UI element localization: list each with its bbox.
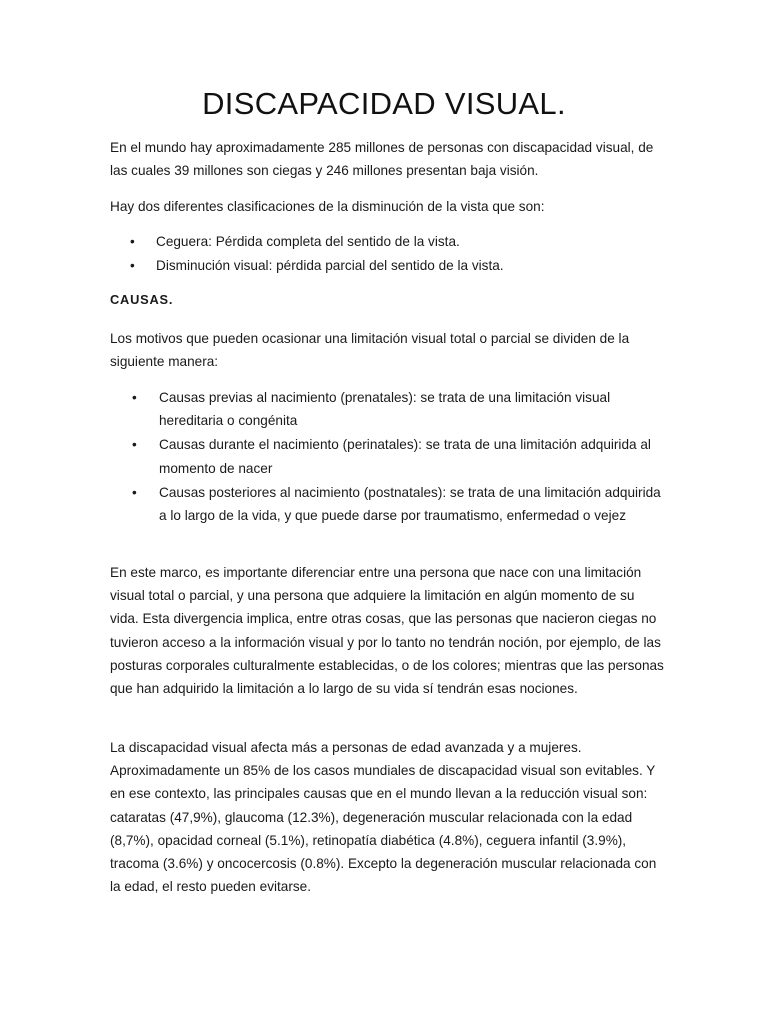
paragraph-intro-text: En el mundo hay aproximadamente 285 millones de personas con discapacidad visual, de las cuales 39 millones son ciegas y 246 millones presentan baja visión. <box>110 140 654 179</box>
list-item-text: Causas durante el nacimiento (perinatales): se trata de una limitación adquirida al momento de nacer <box>159 437 651 476</box>
bullet-icon: • <box>132 484 137 500</box>
list-item <box>132 386 662 432</box>
paragraph-statistics-text: La discapacidad visual afecta más a personas de edad avanzada y a mujeres. Aproximadamente un 85% de los casos mundiales de discapacidad visual son evitables. Y en ese contexto, las principales causas que en el mundo llevan a la reducción visual son: cataratas (47,9%), glaucoma (12.3%), degeneración muscular relacionada con la edad (8,7%), opacidad corneal (5.1%), retinopatía diabética (4.8%), ceguera infantil (3.9%), tracoma (3.6%) y oncocercosis (0.8%). Excepto la degeneración muscular relacionada con la edad, el resto pueden evitarse. <box>110 740 657 895</box>
list-item-text: Causas previas al nacimiento (prenatales): se trata de una limitación visual hereditaria o congénita <box>159 390 611 429</box>
paragraph-classifications <box>110 195 666 218</box>
list-item-text: Disminución visual: pérdida parcial del sentido de la vista. <box>156 258 504 274</box>
list-item <box>132 481 662 527</box>
section-heading-causas: CAUSAS. <box>110 292 174 307</box>
list-item <box>130 254 660 278</box>
list-item <box>130 230 660 254</box>
bullet-icon: • <box>132 437 137 453</box>
causes-list <box>132 386 662 528</box>
document-title: DISCAPACIDAD VISUAL. <box>202 86 566 121</box>
bullet-icon: • <box>130 258 135 274</box>
classification-list <box>130 230 660 279</box>
paragraph-statistics <box>110 736 666 898</box>
paragraph-framework <box>110 561 666 700</box>
paragraph-intro <box>110 136 666 182</box>
paragraph-classifications-text: Hay dos diferentes clasificaciones de la disminución de la vista que son: <box>110 199 545 214</box>
paragraph-causes-intro-text: Los motivos que pueden ocasionar una limitación visual total o parcial se dividen de la siguiente manera: <box>110 331 630 370</box>
list-item <box>132 433 662 479</box>
bullet-icon: • <box>130 234 135 249</box>
paragraph-framework-text: En este marco, es importante diferenciar entre una persona que nace con una limitación visual total o parcial, y una persona que adquiere la limitación en algún momento de su vida. Esta divergencia implica, entre otras cosas, que las personas que nacieron ciegas no tuvieron acceso a la información visual y por lo tanto no tendrán noción, por ejemplo, de las posturas corporales culturalmente establecidas, o de los colores; mientras que las personas que han adquirido la limitación a lo largo de su vida sí tendrán esas nociones. <box>110 565 664 697</box>
bullet-icon: • <box>132 390 137 405</box>
list-item-text: Ceguera: Pérdida completa del sentido de la vista. <box>156 234 460 249</box>
list-item-text: Causas posteriores al nacimiento (postnatales): se trata de una limitación adquirida a lo largo de la vida, y que puede darse por traumatismo, enfermedad o vejez <box>159 484 661 524</box>
paragraph-causes-intro <box>110 327 666 373</box>
